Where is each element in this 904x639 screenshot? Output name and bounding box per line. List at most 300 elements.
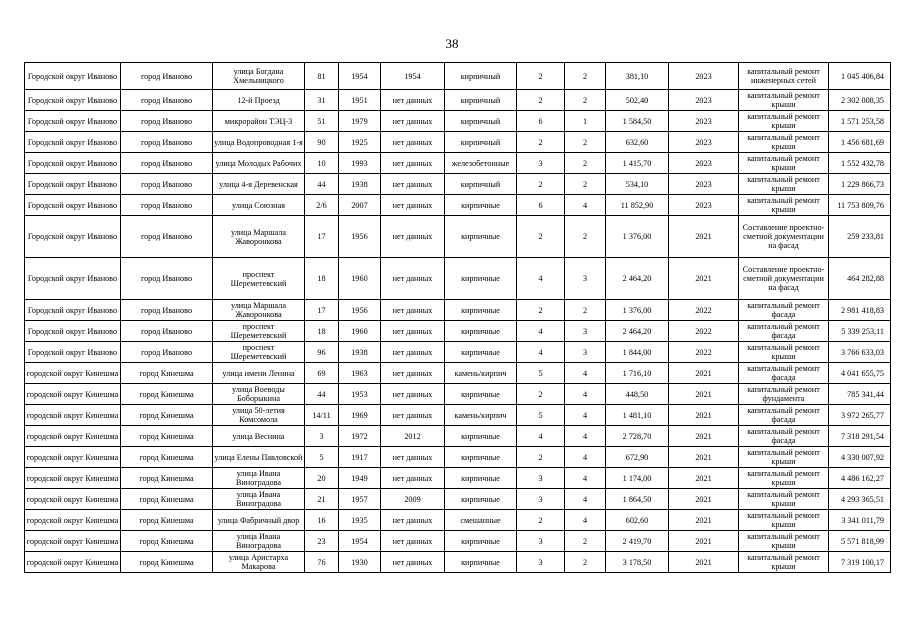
cell-city: город Иваново: [121, 258, 213, 300]
cell-plan-year: 2023: [669, 132, 739, 153]
cell-floors: 4: [517, 426, 565, 447]
table-row: [25, 258, 891, 300]
cell-entrances: 2: [565, 552, 606, 573]
cell-city: город Иваново: [121, 63, 213, 90]
cell-okrug: городской округ Кинешма: [25, 468, 121, 489]
cell-entrances: 4: [565, 510, 606, 531]
cell-okrug: городской округ Кинешма: [25, 510, 121, 531]
cell-material: кирпичные: [445, 342, 517, 363]
cell-cost: 7 318 291,54: [829, 426, 891, 447]
cell-material: железобетонные: [445, 153, 517, 174]
cell-entrances: 4: [565, 195, 606, 216]
cell-plan-year: 2023: [669, 63, 739, 90]
cell-plan-year: 2021: [669, 384, 739, 405]
cell-street: улица Богдана Хмельницкого: [213, 63, 305, 90]
cell-okrug: Городской округ Иваново: [25, 132, 121, 153]
table-row: [25, 426, 891, 447]
cell-house: 17: [305, 216, 339, 258]
cell-cost: 2 302 008,35: [829, 90, 891, 111]
cell-okrug: Городской округ Иваново: [25, 174, 121, 195]
cell-cost: 1 552 432,78: [829, 153, 891, 174]
cell-entrances: 2: [565, 531, 606, 552]
cell-work: капитальный ремонт крыши: [739, 489, 829, 510]
cell-street: улица Союзная: [213, 195, 305, 216]
table-row: [25, 174, 891, 195]
cell-year-repair: нет данных: [381, 363, 445, 384]
cell-plan-year: 2022: [669, 342, 739, 363]
cell-entrances: 2: [565, 132, 606, 153]
table-row: [25, 552, 891, 573]
cell-city: город Иваново: [121, 321, 213, 342]
cell-street: улица Воеводы Боборыкина: [213, 384, 305, 405]
cell-house: 17: [305, 300, 339, 321]
cell-city: город Иваново: [121, 90, 213, 111]
cell-house: 16: [305, 510, 339, 531]
cell-material: смешанные: [445, 510, 517, 531]
cell-floors: 3: [517, 531, 565, 552]
cell-entrances: 1: [565, 111, 606, 132]
cell-floors: 2: [517, 63, 565, 90]
cell-plan-year: 2023: [669, 153, 739, 174]
cell-floors: 2: [517, 90, 565, 111]
table-row: [25, 489, 891, 510]
cell-house: 20: [305, 468, 339, 489]
cell-entrances: 4: [565, 363, 606, 384]
cell-floors: 2: [517, 132, 565, 153]
cell-city: город Иваново: [121, 216, 213, 258]
cell-year-repair: нет данных: [381, 552, 445, 573]
table-body: [25, 63, 891, 573]
cell-year-built: 1960: [339, 321, 381, 342]
cell-cost: 1 045 406,84: [829, 63, 891, 90]
cell-city: город Кинешма: [121, 510, 213, 531]
cell-material: кирпичный: [445, 132, 517, 153]
cell-plan-year: 2022: [669, 321, 739, 342]
cell-okrug: Городской округ Иваново: [25, 195, 121, 216]
cell-entrances: 4: [565, 447, 606, 468]
cell-city: город Иваново: [121, 132, 213, 153]
cell-okrug: Городской округ Иваново: [25, 111, 121, 132]
cell-material: кирпичный: [445, 174, 517, 195]
cell-floors: 2: [517, 510, 565, 531]
cell-work: капитальный ремонт крыши: [739, 510, 829, 531]
cell-area: 2 464,20: [606, 258, 669, 300]
cell-okrug: городской округ Кинешма: [25, 489, 121, 510]
cell-area: 534,10: [606, 174, 669, 195]
cell-work: капитальный ремонт крыши: [739, 447, 829, 468]
cell-street: улица Ивана Виноградова: [213, 489, 305, 510]
cell-house: 90: [305, 132, 339, 153]
cell-plan-year: 2021: [669, 447, 739, 468]
cell-floors: 2: [517, 174, 565, 195]
cell-floors: 2: [517, 384, 565, 405]
cell-house: 31: [305, 90, 339, 111]
table-row: [25, 321, 891, 342]
cell-plan-year: 2021: [669, 531, 739, 552]
cell-floors: 2: [517, 447, 565, 468]
cell-year-repair: нет данных: [381, 300, 445, 321]
cell-year-built: 1951: [339, 90, 381, 111]
cell-material: кирпичные: [445, 552, 517, 573]
cell-area: 672,90: [606, 447, 669, 468]
cell-city: город Иваново: [121, 153, 213, 174]
cell-year-repair: 1954: [381, 63, 445, 90]
cell-city: город Иваново: [121, 300, 213, 321]
cell-year-repair: нет данных: [381, 132, 445, 153]
cell-year-built: 1956: [339, 216, 381, 258]
cell-cost: 4 486 162,27: [829, 468, 891, 489]
cell-street: 12-й Проезд: [213, 90, 305, 111]
cell-work: капитальный ремонт крыши: [739, 90, 829, 111]
cell-work: капитальный ремонт фасада: [739, 300, 829, 321]
cell-city: город Кинешма: [121, 531, 213, 552]
cell-area: 1 584,50: [606, 111, 669, 132]
cell-material: кирпичные: [445, 384, 517, 405]
cell-floors: 3: [517, 552, 565, 573]
cell-area: 448,50: [606, 384, 669, 405]
cell-street: улица Маршала Жаворонкова: [213, 300, 305, 321]
cell-street: микрорайон ТЭЦ-3: [213, 111, 305, 132]
cell-house: 21: [305, 489, 339, 510]
cell-entrances: 2: [565, 90, 606, 111]
cell-year-repair: нет данных: [381, 510, 445, 531]
cell-year-repair: нет данных: [381, 342, 445, 363]
cell-okrug: Городской округ Иваново: [25, 153, 121, 174]
cell-cost: 5 339 253,11: [829, 321, 891, 342]
cell-year-built: 1917: [339, 447, 381, 468]
cell-city: город Иваново: [121, 111, 213, 132]
cell-house: 51: [305, 111, 339, 132]
cell-okrug: городской округ Кинешма: [25, 384, 121, 405]
cell-plan-year: 2022: [669, 300, 739, 321]
cell-cost: 4 293 365,51: [829, 489, 891, 510]
table-row: [25, 132, 891, 153]
cell-material: кирпичные: [445, 489, 517, 510]
cell-house: 96: [305, 342, 339, 363]
cell-city: город Кинешма: [121, 363, 213, 384]
cell-house: 14/11: [305, 405, 339, 426]
cell-year-repair: нет данных: [381, 216, 445, 258]
cell-okrug: Городской округ Иваново: [25, 90, 121, 111]
cell-year-repair: нет данных: [381, 531, 445, 552]
cell-house: 23: [305, 531, 339, 552]
cell-area: 3 178,50: [606, 552, 669, 573]
table-row: [25, 531, 891, 552]
cell-street: улица Веснина: [213, 426, 305, 447]
cell-floors: 4: [517, 258, 565, 300]
cell-plan-year: 2021: [669, 405, 739, 426]
cell-area: 632,60: [606, 132, 669, 153]
table-row: [25, 90, 891, 111]
cell-area: 1 844,00: [606, 342, 669, 363]
table-row: [25, 195, 891, 216]
cell-entrances: 3: [565, 342, 606, 363]
cell-plan-year: 2021: [669, 468, 739, 489]
cell-area: 1 415,70: [606, 153, 669, 174]
cell-year-built: 1969: [339, 405, 381, 426]
cell-cost: 3 341 011,79: [829, 510, 891, 531]
cell-area: 1 376,00: [606, 300, 669, 321]
cell-okrug: Городской округ Иваново: [25, 342, 121, 363]
cell-year-repair: 2012: [381, 426, 445, 447]
cell-material: кирпичные: [445, 426, 517, 447]
cell-plan-year: 2021: [669, 510, 739, 531]
cell-house: 44: [305, 174, 339, 195]
housing-repair-table: [24, 62, 891, 573]
cell-floors: 3: [517, 153, 565, 174]
cell-city: город Кинешма: [121, 447, 213, 468]
cell-floors: 4: [517, 342, 565, 363]
cell-floors: 5: [517, 405, 565, 426]
cell-street: улица Елены Павловской: [213, 447, 305, 468]
cell-floors: 4: [517, 321, 565, 342]
table-row: [25, 363, 891, 384]
table-row: [25, 342, 891, 363]
cell-year-built: 1972: [339, 426, 381, 447]
cell-street: проспект Шереметевский: [213, 258, 305, 300]
cell-work: капитальный ремонт фасада: [739, 321, 829, 342]
cell-year-repair: нет данных: [381, 174, 445, 195]
cell-floors: 3: [517, 468, 565, 489]
cell-year-repair: нет данных: [381, 90, 445, 111]
cell-plan-year: 2023: [669, 174, 739, 195]
cell-cost: 2 981 418,83: [829, 300, 891, 321]
cell-entrances: 2: [565, 300, 606, 321]
cell-street: проспект Шереметевский: [213, 321, 305, 342]
cell-cost: 5 571 818,99: [829, 531, 891, 552]
cell-cost: 1 229 866,73: [829, 174, 891, 195]
cell-plan-year: 2023: [669, 111, 739, 132]
cell-work: капитальный ремонт крыши: [739, 132, 829, 153]
cell-floors: 2: [517, 300, 565, 321]
cell-entrances: 2: [565, 174, 606, 195]
cell-house: 18: [305, 321, 339, 342]
cell-entrances: 2: [565, 153, 606, 174]
cell-area: 1 376,00: [606, 216, 669, 258]
table-row: [25, 447, 891, 468]
cell-material: камень/кирпич: [445, 405, 517, 426]
cell-work: капитальный ремонт инженерных сетей: [739, 63, 829, 90]
cell-year-repair: нет данных: [381, 447, 445, 468]
cell-year-repair: нет данных: [381, 468, 445, 489]
cell-okrug: городской округ Кинешма: [25, 531, 121, 552]
cell-year-built: 1963: [339, 363, 381, 384]
cell-work: капитальный ремонт фасада: [739, 405, 829, 426]
cell-work: капитальный ремонт фасада: [739, 363, 829, 384]
table-row: [25, 63, 891, 90]
cell-city: город Иваново: [121, 342, 213, 363]
cell-year-built: 1949: [339, 468, 381, 489]
cell-floors: 2: [517, 216, 565, 258]
cell-year-repair: нет данных: [381, 258, 445, 300]
cell-year-repair: нет данных: [381, 195, 445, 216]
cell-material: кирпичные: [445, 216, 517, 258]
cell-okrug: Городской округ Иваново: [25, 300, 121, 321]
cell-area: 2 419,70: [606, 531, 669, 552]
cell-city: город Кинешма: [121, 405, 213, 426]
cell-year-built: 1935: [339, 510, 381, 531]
cell-house: 18: [305, 258, 339, 300]
table-row: [25, 405, 891, 426]
cell-work: капитальный ремонт крыши: [739, 468, 829, 489]
cell-entrances: 4: [565, 426, 606, 447]
cell-house: 10: [305, 153, 339, 174]
cell-plan-year: 2021: [669, 258, 739, 300]
cell-entrances: 3: [565, 321, 606, 342]
cell-year-built: 1979: [339, 111, 381, 132]
cell-work: Составление проектно-сметной документации на фасад: [739, 258, 829, 300]
cell-okrug: Городской округ Иваново: [25, 63, 121, 90]
cell-floors: 3: [517, 489, 565, 510]
cell-area: 1 481,10: [606, 405, 669, 426]
cell-material: кирпичные: [445, 468, 517, 489]
cell-year-built: 1938: [339, 174, 381, 195]
cell-floors: 5: [517, 363, 565, 384]
cell-year-built: 1930: [339, 552, 381, 573]
cell-floors: 6: [517, 195, 565, 216]
cell-material: кирпичные: [445, 195, 517, 216]
cell-plan-year: 2023: [669, 90, 739, 111]
cell-area: 1 864,50: [606, 489, 669, 510]
cell-city: город Иваново: [121, 174, 213, 195]
cell-plan-year: 2021: [669, 552, 739, 573]
cell-year-built: 1993: [339, 153, 381, 174]
cell-plan-year: 2021: [669, 426, 739, 447]
cell-entrances: 4: [565, 405, 606, 426]
cell-material: кирпичные: [445, 300, 517, 321]
cell-city: город Кинешма: [121, 468, 213, 489]
cell-year-built: 1960: [339, 258, 381, 300]
cell-cost: 1 571 253,58: [829, 111, 891, 132]
cell-work: капитальный ремонт крыши: [739, 153, 829, 174]
cell-year-repair: нет данных: [381, 384, 445, 405]
cell-cost: 785 341,44: [829, 384, 891, 405]
cell-year-built: 1953: [339, 384, 381, 405]
cell-city: город Кинешма: [121, 384, 213, 405]
cell-city: город Кинешма: [121, 426, 213, 447]
cell-cost: 1 456 681,69: [829, 132, 891, 153]
cell-material: камень/кирпич: [445, 363, 517, 384]
cell-cost: 3 972 265,77: [829, 405, 891, 426]
cell-city: город Иваново: [121, 195, 213, 216]
cell-floors: 6: [517, 111, 565, 132]
cell-street: улица 4-я Деревенская: [213, 174, 305, 195]
cell-cost: 3 766 633,03: [829, 342, 891, 363]
cell-city: город Кинешма: [121, 552, 213, 573]
cell-work: капитальный ремонт крыши: [739, 531, 829, 552]
cell-year-built: 1954: [339, 63, 381, 90]
cell-year-built: 1925: [339, 132, 381, 153]
cell-street: улица 50-летия Комсомола: [213, 405, 305, 426]
cell-house: 2/6: [305, 195, 339, 216]
cell-entrances: 4: [565, 489, 606, 510]
cell-year-built: 1954: [339, 531, 381, 552]
cell-area: 11 852,90: [606, 195, 669, 216]
cell-year-repair: нет данных: [381, 111, 445, 132]
cell-material: кирпичный: [445, 63, 517, 90]
cell-year-built: 1957: [339, 489, 381, 510]
page-number: 38: [445, 36, 459, 51]
cell-street: улица Аристарха Макарова: [213, 552, 305, 573]
cell-work: капитальный ремонт крыши: [739, 342, 829, 363]
cell-city: город Кинешма: [121, 489, 213, 510]
cell-okrug: городской округ Кинешма: [25, 363, 121, 384]
cell-cost: 11 753 809,76: [829, 195, 891, 216]
cell-cost: 259 233,81: [829, 216, 891, 258]
cell-work: капитальный ремонт фундамента: [739, 384, 829, 405]
cell-street: улица Маршала Жаворонкова: [213, 216, 305, 258]
cell-plan-year: 2021: [669, 216, 739, 258]
cell-street: улица имени Ленина: [213, 363, 305, 384]
cell-area: 1 716,10: [606, 363, 669, 384]
cell-work: капитальный ремонт крыши: [739, 195, 829, 216]
cell-cost: 4 041 655,75: [829, 363, 891, 384]
cell-okrug: городской округ Кинешма: [25, 405, 121, 426]
cell-okrug: Городской округ Иваново: [25, 321, 121, 342]
table-row: [25, 468, 891, 489]
cell-year-repair: нет данных: [381, 153, 445, 174]
cell-work: Составление проектно-сметной документации на фасад: [739, 216, 829, 258]
cell-entrances: 2: [565, 216, 606, 258]
cell-area: 1 174,00: [606, 468, 669, 489]
cell-entrances: 2: [565, 63, 606, 90]
cell-year-built: 2007: [339, 195, 381, 216]
cell-cost: 7 319 100,17: [829, 552, 891, 573]
cell-house: 44: [305, 384, 339, 405]
cell-work: капитальный ремонт фасада: [739, 426, 829, 447]
cell-house: 69: [305, 363, 339, 384]
cell-year-built: 1956: [339, 300, 381, 321]
cell-house: 81: [305, 63, 339, 90]
cell-street: улица Водопроводная 1-я: [213, 132, 305, 153]
cell-house: 76: [305, 552, 339, 573]
table-row: [25, 153, 891, 174]
cell-plan-year: 2021: [669, 489, 739, 510]
cell-material: кирпичные: [445, 321, 517, 342]
cell-okrug: Городской округ Иваново: [25, 258, 121, 300]
cell-street: проспект Шереметевский: [213, 342, 305, 363]
cell-material: кирпичные: [445, 258, 517, 300]
table-row: [25, 216, 891, 258]
cell-house: 5: [305, 447, 339, 468]
cell-okrug: городской округ Кинешма: [25, 552, 121, 573]
cell-year-built: 1938: [339, 342, 381, 363]
cell-street: улица Молодых Рабочих: [213, 153, 305, 174]
table-row: [25, 300, 891, 321]
cell-year-repair: нет данных: [381, 405, 445, 426]
table-row: [25, 111, 891, 132]
cell-plan-year: 2023: [669, 195, 739, 216]
cell-house: 3: [305, 426, 339, 447]
cell-entrances: 4: [565, 468, 606, 489]
cell-entrances: 3: [565, 258, 606, 300]
cell-year-repair: нет данных: [381, 321, 445, 342]
cell-cost: 4 330 007,92: [829, 447, 891, 468]
cell-material: кирпичные: [445, 531, 517, 552]
cell-entrances: 4: [565, 384, 606, 405]
cell-okrug: городской округ Кинешма: [25, 426, 121, 447]
cell-material: кирпичный: [445, 90, 517, 111]
cell-cost: 464 282,88: [829, 258, 891, 300]
cell-material: кирпичный: [445, 111, 517, 132]
cell-work: капитальный ремонт крыши: [739, 111, 829, 132]
cell-area: 2 728,70: [606, 426, 669, 447]
cell-plan-year: 2021: [669, 363, 739, 384]
cell-work: капитальный ремонт крыши: [739, 174, 829, 195]
cell-okrug: городской округ Кинешма: [25, 447, 121, 468]
cell-street: улица Фабричный двор: [213, 510, 305, 531]
cell-work: капитальный ремонт крыши: [739, 552, 829, 573]
